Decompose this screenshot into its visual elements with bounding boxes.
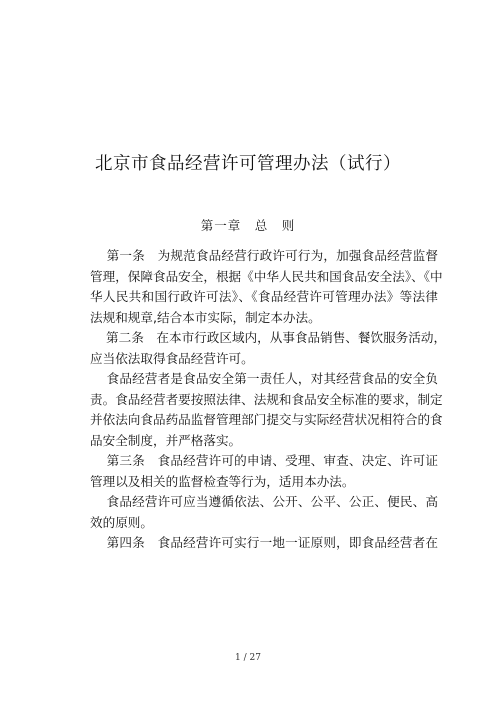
chapter-heading: 第一章 总 则 — [200, 218, 296, 233]
text-line: 效的原则。 — [90, 514, 153, 530]
text-line: 品安全制度，并严格落实。 — [90, 432, 242, 448]
page-number: 1 / 27 — [235, 653, 261, 663]
text-line: 管理以及相关的监督检查等行为，适用本办法。 — [90, 473, 355, 489]
text-line: 第四条 食品经营许可实行一地一证原则，即食品经营者在 — [90, 535, 438, 550]
text-line: 管理，保障食品安全，根据《中华人民共和国食品安全法》、《中 — [90, 268, 443, 284]
text-line: 第一条 为规范食品经营行政许可行为，加强食品经营监督 — [90, 248, 438, 263]
document-title: 北京市食品经营许可管理办法（试行） — [95, 154, 401, 174]
text-line: 并依法向食品药品监督管理部门提交与实际经营状况相符合的食 — [90, 412, 443, 427]
text-line: 华人民共和国行政许可法》、《食品经营许可管理办法》等法律 — [90, 289, 438, 304]
text-line: 应当依法取得食品经营许可。 — [90, 350, 254, 366]
text-line: 食品经营许可应当遵循依法、公开、公平、公正、便民、高 — [90, 494, 438, 509]
text-line: 第三条 食品经营许可的申请、受理、审查、决定、许可证 — [90, 453, 438, 468]
text-line: 法规和规章,结合本市实际，制定本办法。 — [90, 309, 321, 325]
text-line: 第二条 在本市行政区域内，从事食品销售、餐饮服务活动， — [90, 330, 447, 345]
document-body — [90, 246, 447, 554]
text-line: 责。食品经营者要按照法律、法规和食品安全标准的要求，制定 — [90, 391, 443, 407]
text-line: 食品经营者是食品安全第一责任人，对其经营食品的安全负 — [90, 371, 438, 386]
